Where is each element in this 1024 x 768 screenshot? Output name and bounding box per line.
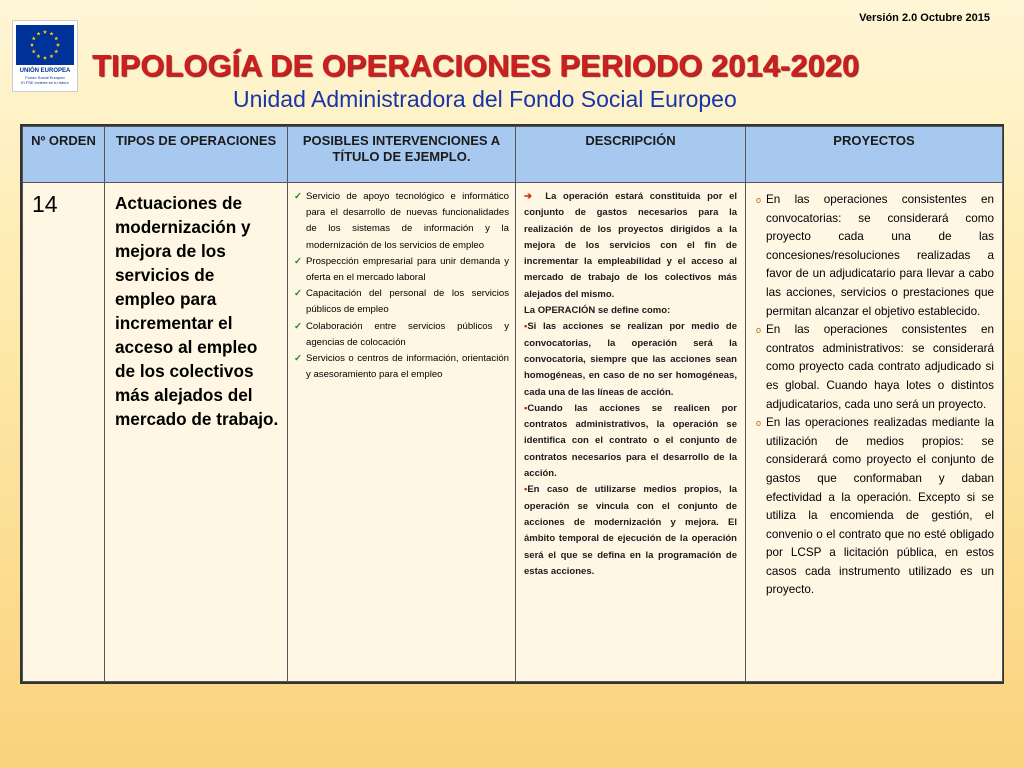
- circle-bullet-icon: o: [756, 325, 762, 336]
- list-item: [292, 254, 509, 286]
- projects-cell: [746, 183, 1003, 682]
- list-item: [756, 321, 994, 414]
- intervention-text: Prospección empresarial para unir demanda y oferta en el mercado laboral: [306, 255, 509, 284]
- header-orden: Nº ORDEN: [23, 127, 105, 183]
- bullet-icon: •: [524, 402, 528, 414]
- intervention-text: Colaboración entre servicios públicos y agencias de colocación: [306, 320, 509, 348]
- description-bullet-text: Cuando las acciones se realicen por contratos administrativos, la operación se identifica con el contrato o el conjunto de contratos necesarios para el desarrollo de la acción.: [524, 402, 737, 480]
- description-intro: [524, 189, 737, 303]
- project-text: En las operaciones realizadas mediante la utilización de medios propios: se considerará como proyecto el conjunto de gastos que conformaban y daban efectividad a la operación. Excepto si se utiliza la encomienda de gestión, el convenio o el contrato que no esté obligado por LCSP a licitación pública, en estos casos cada instrumento utilizado es un proyecto.: [766, 416, 994, 597]
- table-row: [23, 183, 1003, 682]
- header-tipos: TIPOS DE OPERACIONES: [105, 127, 288, 183]
- circle-bullet-icon: o: [756, 418, 762, 429]
- list-item: [524, 401, 737, 482]
- description-bullet-text: Si las acciones se realizan por medio de convocatorias, la operación será la convocatoria, siempre que las acciones sean homogéneas, en caso de no ser homogéneas, cada una de las líneas de acción.: [524, 321, 737, 398]
- logo-eu-name: UNIÓN EUROPEA: [19, 68, 71, 74]
- list-item: [292, 319, 509, 351]
- description-define: La OPERACIÓN se define como:: [524, 305, 671, 317]
- project-text: En las operaciones consistentes en contratos administrativos: se considerará como proyecto cada contrato adjudicado si es global. Cuando haya lotes o distintos adjudicatarios, cada uno será un proyecto.: [766, 323, 994, 411]
- check-icon: ✓: [294, 353, 303, 365]
- list-item: [524, 482, 737, 580]
- intervention-text: Capacitación del personal de los servicios públicos de empleo: [306, 288, 509, 316]
- circle-bullet-icon: o: [756, 195, 762, 205]
- intervention-text: Servicio de apoyo tecnológico e informático para el desarrollo de nuevas funcionalidades de los sistemas de información y la modernización de los servicios de empleo: [306, 191, 509, 251]
- eu-logo: [12, 20, 78, 92]
- operation-type: Actuaciones de modernización y mejora de los servicios de empleo para incrementar el acceso al empleo de los colectivos más alejados del mercado de trabajo.: [105, 183, 288, 682]
- project-text: En las operaciones consistentes en convocatorias: se considerará como proyecto cada una de las concesiones/resoluciones realizadas a favor de un adjudicatario para llevar a cabo las acciones, servicios o prestaciones que permitan alcanzar el objetivo establecido.: [766, 193, 994, 318]
- logo-motto: El FSE invierte en tu futuro: [21, 80, 69, 85]
- check-icon: ✓: [294, 191, 303, 202]
- bullet-icon: •: [524, 321, 528, 333]
- list-item: [524, 319, 737, 400]
- description-intro-text: La operación estará constituida por el conjunto de gastos necesarios para la realización de los proyectos dirigidos a la mejora de los servicios con el fin de incrementar la empleabilidad y el acceso al mercado de trabajo de los colectivos más alejados del mismo.: [524, 191, 737, 300]
- list-item: [756, 191, 994, 321]
- arrow-icon: ➔: [524, 191, 532, 202]
- row-number: 14: [23, 183, 105, 682]
- intervention-text: Servicios o centros de información, orientación y asesoramiento para el empleo: [306, 353, 509, 381]
- eu-flag-icon: [16, 25, 74, 65]
- interventions-cell: [288, 183, 516, 682]
- list-item: [756, 414, 994, 600]
- check-icon: ✓: [294, 255, 303, 267]
- page-subtitle: Unidad Administradora del Fondo Social Europeo: [233, 86, 737, 112]
- bullet-icon: •: [524, 484, 528, 496]
- header-proyectos: PROYECTOS: [746, 127, 1003, 183]
- description-cell: [516, 183, 746, 682]
- list-item: [292, 351, 509, 383]
- table-header-row: [23, 127, 1003, 183]
- version-label: Versión 2.0 Octubre 2015: [859, 12, 990, 24]
- operations-table: [20, 124, 1004, 684]
- list-item: [292, 286, 509, 318]
- check-icon: ✓: [294, 320, 303, 332]
- page-title: TIPOLOGÍA DE OPERACIONES PERIODO 2014-2020: [92, 48, 860, 83]
- check-icon: ✓: [294, 288, 303, 300]
- header-intervenciones: POSIBLES INTERVENCIONES A TÍTULO DE EJEMPLO.: [288, 127, 516, 183]
- logo-fund-name: Fondo Social Europeo: [25, 75, 65, 80]
- header-descripcion: DESCRIPCIÓN: [516, 127, 746, 183]
- list-item: [292, 189, 509, 254]
- description-bullet-text: En caso de utilizarse medios propios, la operación se vincula con el conjunto de acciones de modernización y mejora. El ámbito temporal de ejecución de la operación será el que se defina en la programación de estas acciones.: [524, 484, 737, 577]
